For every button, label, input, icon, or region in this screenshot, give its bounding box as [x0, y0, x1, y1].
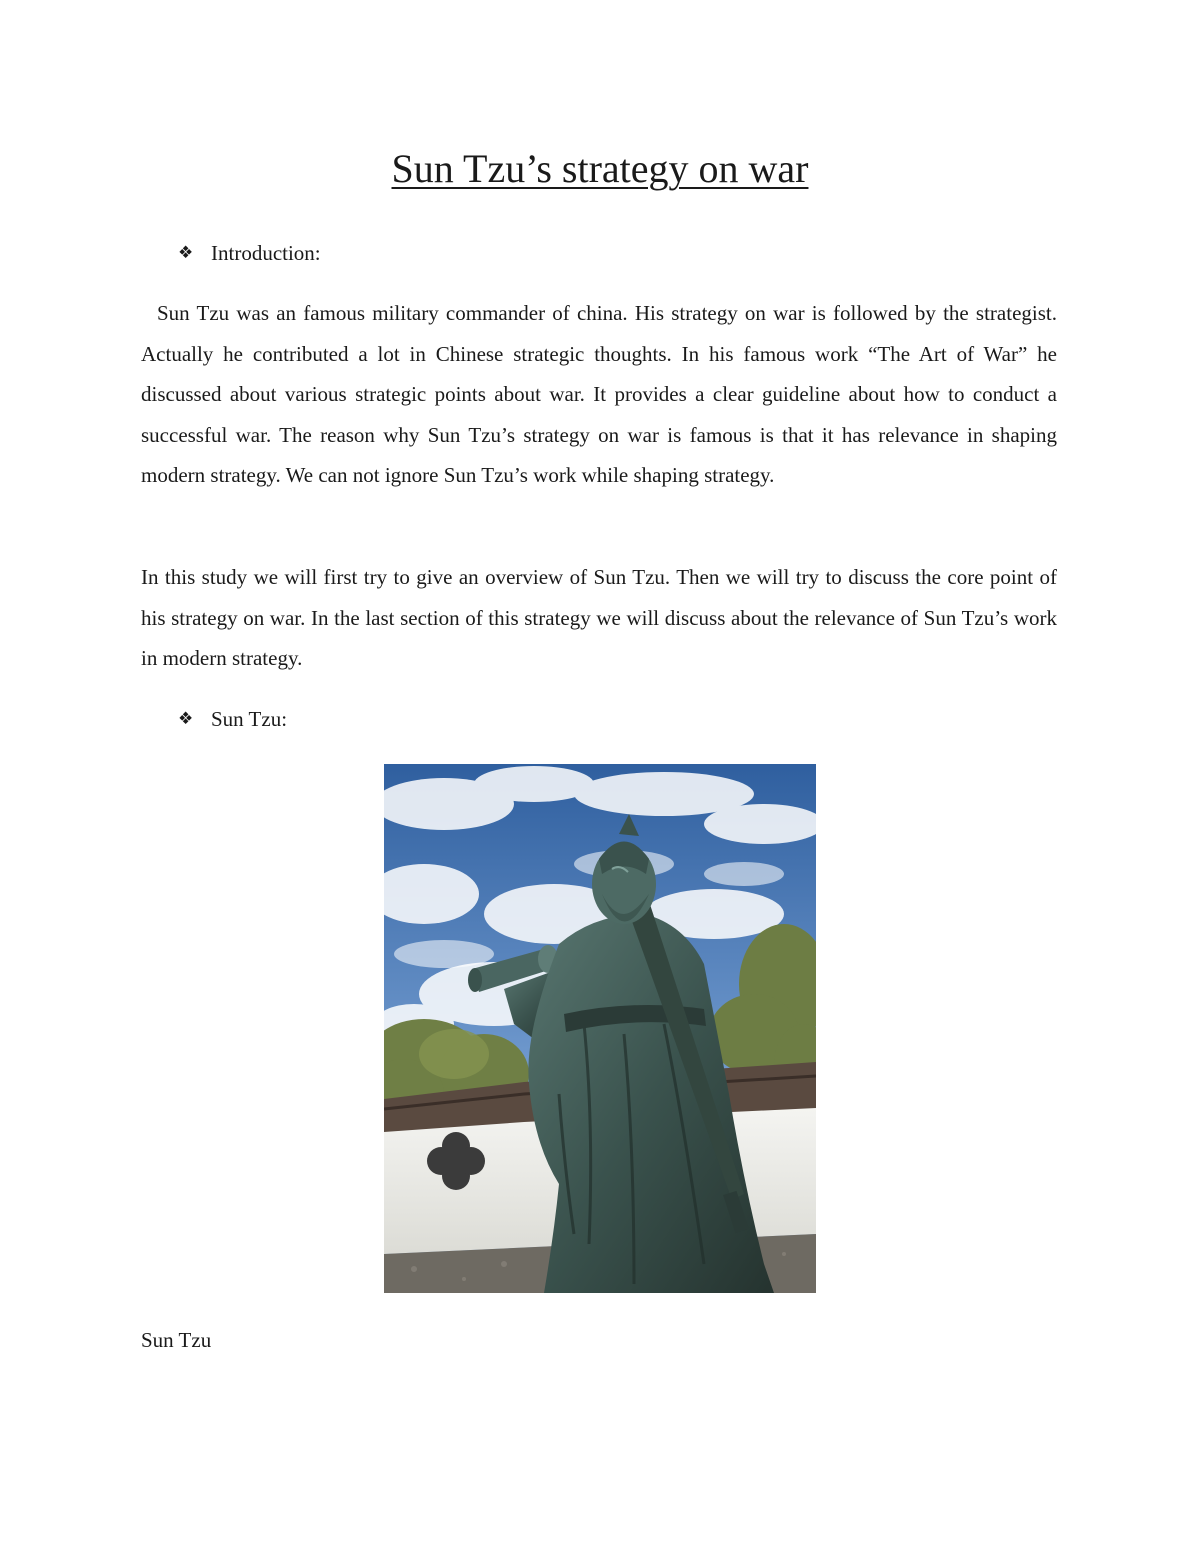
- image-caption: Sun Tzu: [141, 1328, 212, 1352]
- study-overview-paragraph: In this study we will first try to give an overview of Sun Tzu. Then we will try to discuss the core point of his strategy on war. In the last section of this strategy we will discuss about the relevance of Sun Tzu’s work in modern strategy.: [141, 565, 1057, 670]
- page-title: Sun Tzu’s strategy on war: [391, 146, 809, 191]
- section-heading-introduction: [178, 239, 321, 267]
- section-heading-label: Sun Tzu:: [211, 707, 288, 731]
- intro-paragraph: Sun Tzu was an famous military commander of china. His strategy on war is followed by the strategist. Actually he contributed a lot in Chinese strategic thoughts. In his famous work “The Art of War” he discussed about various strategic points about war. It provides a clear guideline about how to conduct a successful war. The reason why Sun Tzu’s strategy on war is famous is that it has relevance in shaping modern strategy. We can not ignore Sun Tzu’s work while shaping strategy.: [141, 301, 1057, 487]
- sun-tzu-statue-photo: [384, 764, 816, 1293]
- diamond-bullet-icon: ❖: [178, 243, 194, 262]
- section-heading-label: Introduction:: [211, 241, 321, 265]
- section-heading-sun-tzu: [178, 705, 287, 733]
- statue-photo-illustration: [384, 764, 816, 1293]
- diamond-bullet-icon: ❖: [178, 709, 194, 728]
